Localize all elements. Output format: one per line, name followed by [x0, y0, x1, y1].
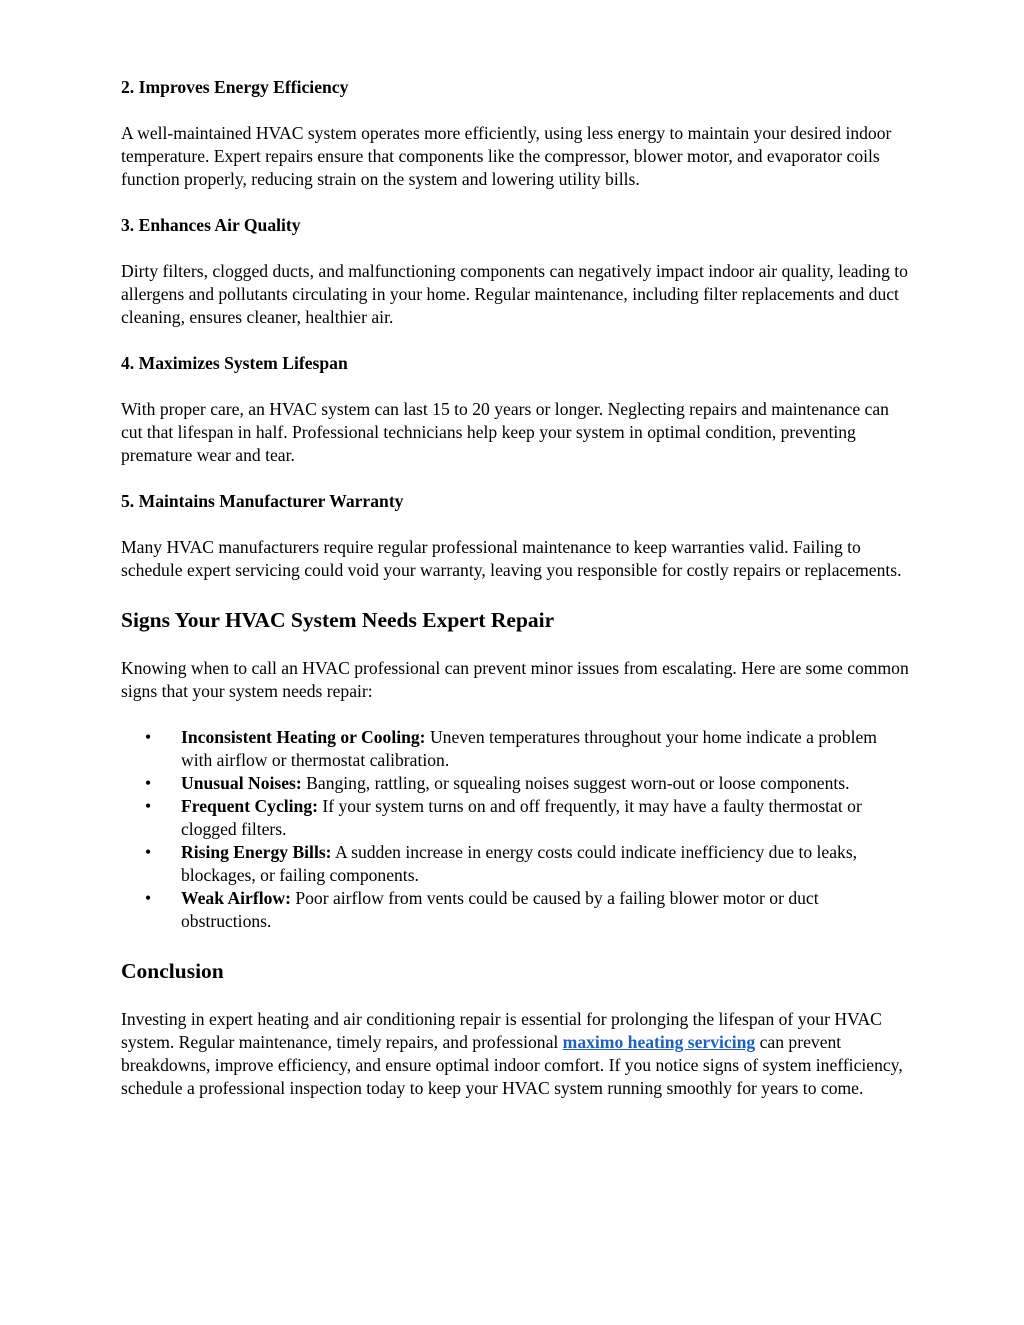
conclusion-text-before-link: Investing in expert heating and air conditioning repair is essential for prolonging the lifespan of your HVAC system. Regular maintenance, timely repairs, and professional: [121, 1009, 882, 1052]
list-item-label: Rising Energy Bills:: [181, 842, 332, 862]
bullet-icon: •: [145, 842, 152, 862]
signs-heading: Signs Your HVAC System Needs Expert Repair: [121, 608, 555, 632]
list-item-text: If your system turns on and off frequently, it may have a faulty thermostat or clogged filters.: [181, 796, 862, 839]
list-item-text: Uneven temperatures throughout your home indicate a problem with airflow or thermostat calibration.: [181, 727, 877, 770]
list-item-label: Unusual Noises:: [181, 773, 302, 793]
conclusion-heading: Conclusion: [121, 959, 224, 983]
section-heading-system-lifespan: 4. Maximizes System Lifespan: [121, 353, 348, 373]
bullet-icon: •: [145, 888, 152, 908]
document-page: [121, 76, 911, 1100]
list-item-label: Weak Airflow:: [181, 888, 291, 908]
section-heading-warranty: 5. Maintains Manufacturer Warranty: [121, 491, 404, 511]
section-heading-air-quality: 3. Enhances Air Quality: [121, 215, 301, 235]
list-item-text: A sudden increase in energy costs could indicate inefficiency due to leaks, blockages, or failing components.: [181, 842, 858, 885]
list-item: [121, 726, 911, 772]
list-item-text: Poor airflow from vents could be caused by a failing blower motor or duct obstructions.: [181, 888, 819, 931]
bullet-icon: •: [145, 727, 152, 747]
list-item-text: Banging, rattling, or squealing noises suggest worn-out or loose components.: [301, 773, 850, 793]
list-item-label: Inconsistent Heating or Cooling:: [181, 727, 426, 747]
section-heading-energy-efficiency: 2. Improves Energy Efficiency: [121, 77, 349, 97]
signs-intro: Knowing when to call an HVAC professional can prevent minor issues from escalating. Here are some common signs that your system needs repair:: [121, 658, 909, 701]
list-item: [121, 887, 911, 933]
section-body-warranty: Many HVAC manufacturers require regular professional maintenance to keep warranties valid. Failing to schedule expert servicing could void your warranty, leaving you responsible for costly repairs or replacements.: [121, 537, 902, 580]
list-item: [121, 772, 911, 795]
conclusion-text-after-link: can prevent breakdowns, improve efficiency, and ensure optimal indoor comfort. If you notice signs of system inefficiency, schedule a professional inspection today to keep your HVAC system running smoothly for years to come.: [121, 1032, 903, 1098]
section-body-air-quality: Dirty filters, clogged ducts, and malfunctioning components can negatively impact indoor air quality, leading to allergens and pollutants circulating in your home. Regular maintenance, including filter replacements and duct cleaning, ensures cleaner, healthier air.: [121, 261, 908, 327]
list-item: [121, 795, 911, 841]
signs-list: [121, 726, 911, 933]
list-item-label: Frequent Cycling:: [181, 796, 318, 816]
section-body-energy-efficiency: A well-maintained HVAC system operates more efficiently, using less energy to maintain your desired indoor temperature. Expert repairs ensure that components like the compressor, blower motor, and evaporator coils function properly, reducing strain on the system and lowering utility bills.: [121, 123, 892, 189]
bullet-icon: •: [145, 773, 152, 793]
conclusion-body: [121, 1008, 911, 1100]
list-item: [121, 841, 911, 887]
bullet-icon: •: [145, 796, 152, 816]
section-body-system-lifespan: With proper care, an HVAC system can last 15 to 20 years or longer. Neglecting repairs and maintenance can cut that lifespan in half. Professional technicians help keep your system in optimal condition, preventing premature wear and tear.: [121, 399, 889, 465]
maximo-heating-servicing-link[interactable]: maximo heating servicing: [562, 1032, 756, 1052]
